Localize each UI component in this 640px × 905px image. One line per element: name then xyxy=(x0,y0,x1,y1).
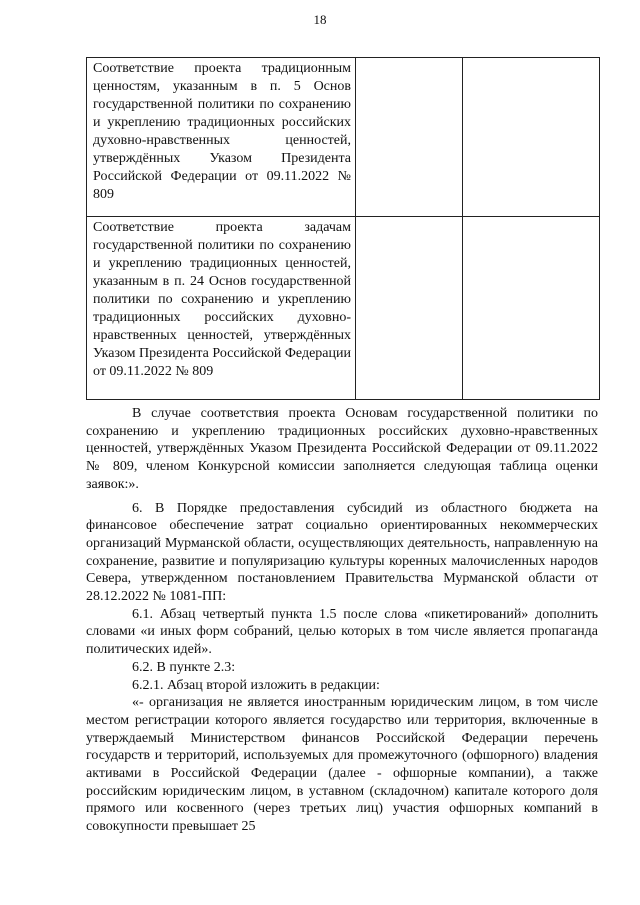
paragraph: «- организация не является иностранным юридическим лицом, в том числе местом регистрации которого является государство или территория, включенные в утверждаемый Министерством финансов Российской Федерации перечень государств и территорий, используемых для промежуточного (офшорного) владения активами в Российской Федерации (далее - офшорные компании), а также российским юридическим лицом, в уставном (складочном) капитале которого доля прямого или косвенного (через третьих лиц) участия офшорных компаний в совокупности превышает 25 xyxy=(86,695,598,835)
criterion-cell xyxy=(87,58,356,217)
paragraph: 6.2. В пункте 2.3: xyxy=(132,659,236,675)
table-row xyxy=(87,217,600,400)
paragraph: 6.1. Абзац четвертый пункта 1.5 после слова «пикетирований» дополнить словами «и иных форм собраний, целью которых в том числе является пропаганда политических идей». xyxy=(86,606,598,658)
page-number: 18 xyxy=(313,12,327,27)
paragraph: 6.2.1. Абзац второй изложить в редакции: xyxy=(132,677,380,693)
criterion-text: Соответствие проекта задачам государственной политики по сохранению и укреплению традиционных ценностей, указанным в п. 24 Основ государственной политики по сохранению и укреплению традиционных российских духовно-нравственных ценностей, утверждённых Указом Президента Российской Федерации от 09.11.2022 № 809 xyxy=(93,220,351,379)
paragraph: В случае соответствия проекта Основам государственной политики по сохранению и укреплению традиционных российских духовно-нравственных ценностей, утверждённых Указом Президента Российской Федерации от 09.11.2022 № 809, членом Конкурсной комиссии заполняется следующая таблица оценки заявок:». xyxy=(86,406,598,492)
evaluation-table xyxy=(86,57,600,400)
score-cell xyxy=(356,58,463,217)
document-body xyxy=(86,405,598,836)
table-row xyxy=(87,58,600,217)
comment-cell xyxy=(463,217,600,400)
score-cell xyxy=(356,217,463,400)
comment-cell xyxy=(463,58,600,217)
paragraph: 6. В Порядке предоставления субсидий из областного бюджета на финансовое обеспечение затрат социально ориентированных некоммерческих организаций Мурманской области, осуществляющих деятельность, направленную на сохранение, развитие и популяризацию культуры коренных малочисленных народов Севера, утвержденном постановлением Правительства Мурманской области от 28.12.2022 № 1081-ПП: xyxy=(86,500,598,605)
criterion-text: Соответствие проекта традиционным ценностям, указанным в п. 5 Основ государственной политики по сохранению и укреплению традиционных российских духовно-нравственных ценностей, утверждённых Указом Президента Российской Федерации от 09.11.2022 № 809 xyxy=(93,61,351,202)
criterion-cell xyxy=(87,217,356,400)
